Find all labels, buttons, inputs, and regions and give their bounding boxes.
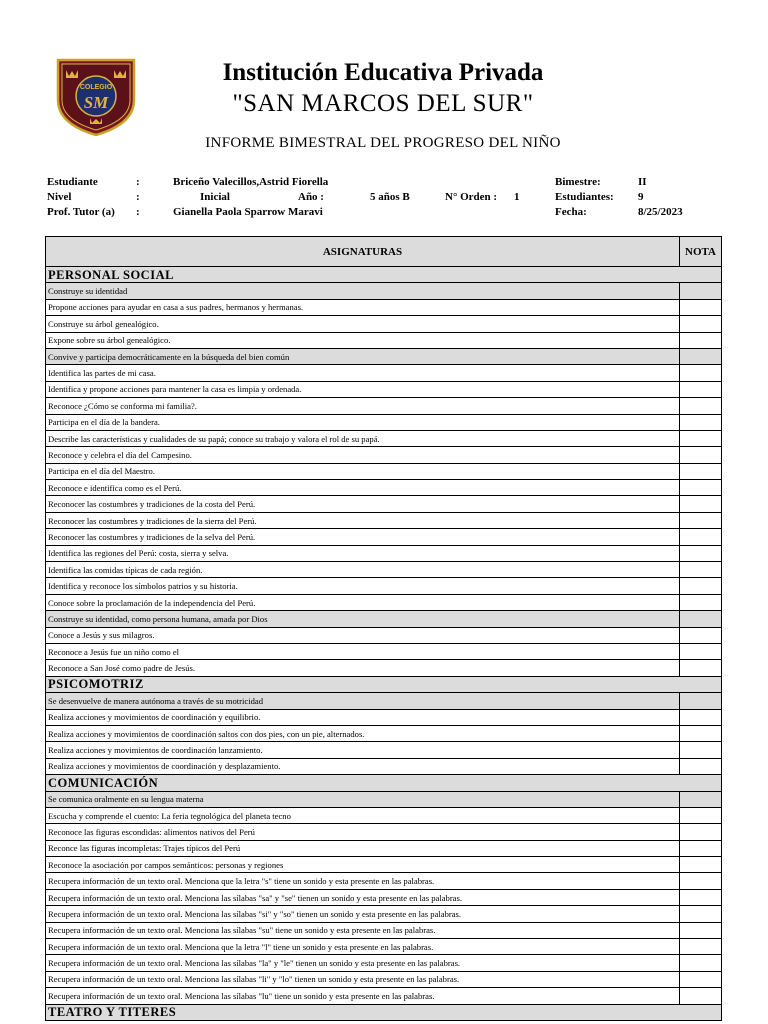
level-value: Inicial bbox=[200, 191, 230, 203]
criterion-text: Reconoce las figuras escondidas: alimentos nativos del Perú bbox=[46, 824, 680, 840]
section-row bbox=[46, 1004, 722, 1020]
competency-row bbox=[46, 611, 722, 627]
students-label: Estudiantes: bbox=[555, 191, 614, 203]
table-row bbox=[46, 906, 722, 922]
table-row bbox=[46, 398, 722, 414]
criterion-text: Recupera información de un texto oral. Menciona las sílabas "sa" y "se" tienen un sonido y esta presente en las palabras. bbox=[46, 889, 680, 905]
grade-cell bbox=[680, 955, 722, 971]
grades-table bbox=[45, 236, 722, 1021]
tutor-colon: : bbox=[136, 206, 140, 218]
table-row bbox=[46, 365, 722, 381]
grade-cell bbox=[680, 480, 722, 496]
grade-cell bbox=[680, 889, 722, 905]
table-row bbox=[46, 381, 722, 397]
grade-cell bbox=[680, 430, 722, 446]
grade-cell bbox=[680, 398, 722, 414]
grade-cell bbox=[680, 709, 722, 725]
criterion-text: Recupera información de un texto oral. Menciona que la letra "s" tiene un sonido y esta presente en las palabras. bbox=[46, 873, 680, 889]
grade-cell bbox=[680, 742, 722, 758]
competency-row bbox=[46, 693, 722, 709]
competency-title: Construye su identidad bbox=[46, 283, 680, 299]
student-value: Briceño Valecillos,Astrid Fiorella bbox=[173, 176, 329, 188]
competency-row bbox=[46, 348, 722, 364]
student-label: Estudiante bbox=[47, 176, 98, 188]
criterion-text: Expone sobre su árbol genealógico. bbox=[46, 332, 680, 348]
grade-cell bbox=[680, 562, 722, 578]
grade-cell bbox=[680, 939, 722, 955]
criterion-text: Realiza acciones y movimientos de coordinación y desplazamiento. bbox=[46, 758, 680, 774]
table-row bbox=[46, 447, 722, 463]
table-row bbox=[46, 660, 722, 676]
criterion-text: Participa en el día de la bandera. bbox=[46, 414, 680, 430]
grade-cell bbox=[680, 578, 722, 594]
table-row bbox=[46, 840, 722, 856]
criterion-text: Reconoce a San José como padre de Jesús. bbox=[46, 660, 680, 676]
table-row bbox=[46, 807, 722, 823]
table-row bbox=[46, 512, 722, 528]
table-row bbox=[46, 299, 722, 315]
grade-cell bbox=[680, 283, 722, 299]
logo-text: COLEGIO bbox=[79, 84, 113, 91]
grade-cell bbox=[680, 594, 722, 610]
table-row bbox=[46, 709, 722, 725]
table-row bbox=[46, 643, 722, 659]
criterion-text: Recupera información de un texto oral. Menciona las sílabas "li" y "lo" tienen un sonido y esta presente en las palabras. bbox=[46, 971, 680, 987]
table-row bbox=[46, 939, 722, 955]
grade-cell bbox=[680, 840, 722, 856]
table-row bbox=[46, 955, 722, 971]
criterion-text: Reconoce e identifica como es el Perú. bbox=[46, 480, 680, 496]
competency-row bbox=[46, 283, 722, 299]
date-label: Fecha: bbox=[555, 206, 587, 218]
table-row bbox=[46, 725, 722, 741]
criterion-text: Identifica las partes de mi casa. bbox=[46, 365, 680, 381]
school-name: "SAN MARCOS DEL SUR" bbox=[232, 90, 534, 117]
order-label: N° Orden : bbox=[445, 191, 498, 203]
logo-monogram: SM bbox=[83, 93, 109, 112]
criterion-text: Conoce sobre la proclamación de la independencia del Perú. bbox=[46, 594, 680, 610]
grade-cell bbox=[680, 332, 722, 348]
grade-cell bbox=[680, 971, 722, 987]
competency-title: Se desenvuelve de manera autónoma a través de su motricidad bbox=[46, 693, 680, 709]
section-row bbox=[46, 775, 722, 791]
table-row bbox=[46, 545, 722, 561]
criterion-text: Reconocer las costumbres y tradiciones de la selva del Perú. bbox=[46, 529, 680, 545]
table-header bbox=[46, 237, 722, 267]
grade-cell bbox=[680, 463, 722, 479]
criterion-text: Reconocer las costumbres y tradiciones de la costa del Perú. bbox=[46, 496, 680, 512]
criterion-text: Identifica las regiones del Perú: costa, sierra y selva. bbox=[46, 545, 680, 561]
criterion-text: Recupera información de un texto oral. Menciona las sílabas "si" y "so" tienen un sonido y esta presente en las palabras. bbox=[46, 906, 680, 922]
criterion-text: Recupera información de un texto oral. Menciona las sílabas "la" y "le" tienen un sonido y esta presente en las palabras. bbox=[46, 955, 680, 971]
grade-header: NOTA bbox=[680, 237, 722, 267]
grade-cell bbox=[680, 611, 722, 627]
grade-cell bbox=[680, 529, 722, 545]
bimester-value: II bbox=[638, 176, 647, 188]
criterion-text: Recupera información de un texto oral. Menciona las sílabas "su" tiene un sonido y esta presente en las palabras. bbox=[46, 922, 680, 938]
grade-cell bbox=[680, 545, 722, 561]
criterion-text: Recupera información de un texto oral. Menciona las sílabas "lu" tiene un sonido y esta presente en las palabras. bbox=[46, 988, 680, 1004]
grade-cell bbox=[680, 906, 722, 922]
section-title: PERSONAL SOCIAL bbox=[46, 267, 722, 283]
table-row bbox=[46, 480, 722, 496]
grade-cell bbox=[680, 988, 722, 1004]
grade-cell bbox=[680, 447, 722, 463]
table-row bbox=[46, 742, 722, 758]
grade-cell bbox=[680, 627, 722, 643]
criterion-text: Recupera información de un texto oral. Menciona que la letra "l" tiene un sonido y esta presente en las palabras. bbox=[46, 939, 680, 955]
criterion-text: Construye su árbol genealógico. bbox=[46, 316, 680, 332]
section-row bbox=[46, 267, 722, 283]
report-title: INFORME BIMESTRAL DEL PROGRESO DEL NIÑO bbox=[205, 135, 561, 151]
competency-row bbox=[46, 791, 722, 807]
level-label: Nivel bbox=[47, 191, 72, 203]
tutor-value: Gianella Paola Sparrow Maravi bbox=[173, 206, 323, 218]
competency-title: Construye su identidad, como persona humana, amada por Dios bbox=[46, 611, 680, 627]
criterion-text: Escucha y comprende el cuento: La feria tegnológica del planeta tecno bbox=[46, 807, 680, 823]
criterion-text: Realiza acciones y movimientos de coordinación y equilibrio. bbox=[46, 709, 680, 725]
table-row bbox=[46, 857, 722, 873]
grade-cell bbox=[680, 791, 722, 807]
section-title: TEATRO Y TITERES bbox=[46, 1004, 722, 1020]
subjects-header: ASIGNATURAS bbox=[46, 237, 680, 267]
section-row bbox=[46, 676, 722, 692]
criterion-text: Describe las características y cualidades de su papá; conoce su trabajo y valora el rol de su papá. bbox=[46, 430, 680, 446]
grade-cell bbox=[680, 512, 722, 528]
grade-cell bbox=[680, 660, 722, 676]
year-label: Año : bbox=[298, 191, 324, 203]
criterion-text: Conoce a Jesús y sus milagros. bbox=[46, 627, 680, 643]
grade-cell bbox=[680, 299, 722, 315]
students-value: 9 bbox=[638, 191, 644, 203]
table-row bbox=[46, 594, 722, 610]
grade-cell bbox=[680, 348, 722, 364]
table-row bbox=[46, 627, 722, 643]
criterion-text: Propone acciones para ayudar en casa a sus padres, hermanos y hermanas. bbox=[46, 299, 680, 315]
grade-cell bbox=[680, 807, 722, 823]
grade-cell bbox=[680, 857, 722, 873]
date-value: 8/25/2023 bbox=[638, 206, 683, 218]
student-colon: : bbox=[136, 176, 140, 188]
section-title: PSICOMOTRIZ bbox=[46, 676, 722, 692]
table-row bbox=[46, 430, 722, 446]
criterion-text: Reconce las figuras incompletas: Trajes típicos del Perú bbox=[46, 840, 680, 856]
competency-title: Se comunica oralmente en su lengua materna bbox=[46, 791, 680, 807]
table-row bbox=[46, 873, 722, 889]
grade-cell bbox=[680, 922, 722, 938]
table-row bbox=[46, 971, 722, 987]
section-title: COMUNICACIÓN bbox=[46, 775, 722, 791]
criterion-text: Participa en el día del Maestro. bbox=[46, 463, 680, 479]
grade-cell bbox=[680, 381, 722, 397]
table-row bbox=[46, 922, 722, 938]
table-row bbox=[46, 988, 722, 1004]
criterion-text: Identifica y reconoce los símbolos patrios y su historia. bbox=[46, 578, 680, 594]
table-row bbox=[46, 824, 722, 840]
grade-cell bbox=[680, 365, 722, 381]
grade-cell bbox=[680, 725, 722, 741]
table-row bbox=[46, 562, 722, 578]
criterion-text: Realiza acciones y movimientos de coordinación saltos con dos pies, con un pie, alternados. bbox=[46, 725, 680, 741]
school-logo bbox=[56, 58, 136, 136]
criterion-text: Reconoce la asociación por campos semánticos: personas y regiones bbox=[46, 857, 680, 873]
table-row bbox=[46, 463, 722, 479]
level-colon: : bbox=[136, 191, 140, 203]
grade-cell bbox=[680, 316, 722, 332]
table-row bbox=[46, 889, 722, 905]
tutor-label: Prof. Tutor (a) bbox=[47, 206, 115, 218]
table-row bbox=[46, 496, 722, 512]
institution-name: Institución Educativa Privada bbox=[222, 59, 544, 86]
table-row bbox=[46, 316, 722, 332]
year-value: 5 años B bbox=[370, 191, 410, 203]
table-row bbox=[46, 414, 722, 430]
competency-title: Convive y participa democráticamente en la búsqueda del bien común bbox=[46, 348, 680, 364]
criterion-text: Reconoce ¿Cómo se conforma mi familia?. bbox=[46, 398, 680, 414]
grade-cell bbox=[680, 693, 722, 709]
criterion-text: Identifica y propone acciones para mantener la casa es limpia y ordenada. bbox=[46, 381, 680, 397]
grade-cell bbox=[680, 824, 722, 840]
grade-cell bbox=[680, 643, 722, 659]
grade-cell bbox=[680, 873, 722, 889]
criterion-text: Reconocer las costumbres y tradiciones de la sierra del Perú. bbox=[46, 512, 680, 528]
criterion-text: Realiza acciones y movimientos de coordinación lanzamiento. bbox=[46, 742, 680, 758]
order-value: 1 bbox=[514, 191, 520, 203]
criterion-text: Reconoce y celebra el día del Campesino. bbox=[46, 447, 680, 463]
grade-cell bbox=[680, 496, 722, 512]
criterion-text: Identifica las comidas típicas de cada región. bbox=[46, 562, 680, 578]
table-row bbox=[46, 578, 722, 594]
table-row bbox=[46, 332, 722, 348]
table-row bbox=[46, 758, 722, 774]
grade-cell bbox=[680, 758, 722, 774]
bimester-label: Bimestre: bbox=[555, 176, 601, 188]
criterion-text: Reconoce a Jesús fue un niño como el bbox=[46, 643, 680, 659]
table-row bbox=[46, 529, 722, 545]
grade-cell bbox=[680, 414, 722, 430]
